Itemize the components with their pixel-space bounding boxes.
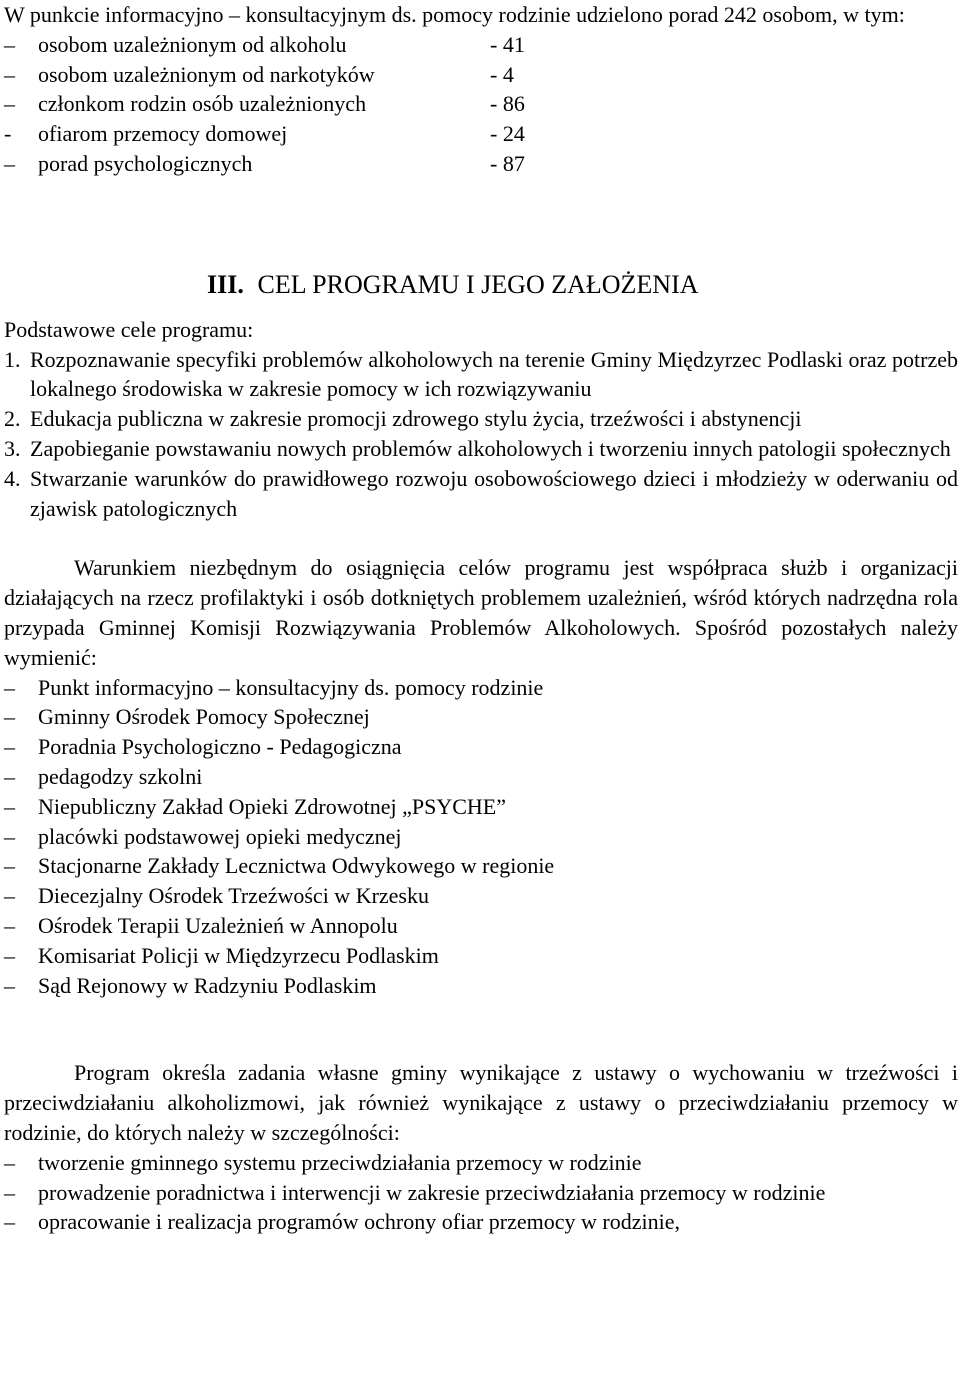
goal-number: 3. — [4, 435, 21, 461]
list-dash: – — [4, 1179, 15, 1205]
stats-list — [4, 30, 958, 179]
list-item — [4, 911, 958, 941]
list-dash: – — [4, 763, 15, 789]
list-item — [4, 851, 958, 881]
spacer — [4, 523, 958, 553]
list-item — [4, 1207, 958, 1237]
list-dash: – — [4, 674, 15, 700]
stat-value: - 4 — [490, 61, 514, 87]
section-title: CEL PROGRAMU I JEGO ZAŁOŻENIA — [257, 269, 699, 299]
institution-name: Stacjonarne Zakłady Lecznictwa Odwykowego w regionie — [38, 853, 555, 879]
list-item — [4, 792, 958, 822]
list-dash: – — [4, 853, 15, 879]
goal-text: Stwarzanie warunków do prawidłowego rozwoju osobowościowego dzieci i młodzieży w oderwaniu od zjawisk patologicznych — [30, 465, 958, 521]
goal-number: 1. — [4, 346, 21, 372]
tasks-paragraph: Program określa zadania własne gminy wynikające z ustawy o wychowaniu w trzeźwości i przeciwdziałaniu alkoholizmowi, jak również wynikające z ustawy o przeciwdziałaniu przemocy w rodzinie, do których należy w szczególności: — [4, 1060, 958, 1145]
institution-name: placówki podstawowej opieki medycznej — [38, 823, 402, 849]
list-dash: – — [4, 1209, 15, 1235]
institution-name: pedagodzy szkolni — [38, 763, 203, 789]
list-item — [4, 673, 958, 703]
document-page — [4, 0, 958, 1237]
goal-item — [4, 464, 958, 524]
list-dash: – — [4, 972, 15, 998]
goal-text: Edukacja publiczna w zakresie promocji zdrowego stylu życia, trzeźwości i abstynencji — [30, 406, 802, 432]
stat-label: osobom uzależnionym od narkotyków — [38, 61, 375, 87]
stat-label: porad psychologicznych — [38, 150, 253, 176]
goals-intro: Podstawowe cele programu: — [4, 316, 254, 342]
list-item — [4, 732, 958, 762]
list-dash: – — [4, 61, 15, 87]
list-dash: – — [4, 704, 15, 730]
list-dash: – — [4, 91, 15, 117]
list-item — [4, 822, 958, 852]
institution-name: Sąd Rejonowy w Radzyniu Podlaskim — [38, 972, 377, 998]
list-dash: – — [4, 942, 15, 968]
list-dash: – — [4, 823, 15, 849]
list-dash: – — [4, 734, 15, 760]
stat-label: osobom uzależnionym od alkoholu — [38, 31, 347, 57]
list-item — [4, 1178, 958, 1208]
list-dash: – — [4, 150, 15, 176]
task-text: opracowanie i realizacja programów ochrony ofiar przemocy w rodzinie, — [38, 1209, 680, 1235]
task-text: prowadzenie poradnictwa i interwencji w zakresie przeciwdziałania przemocy w rodzinie — [38, 1179, 826, 1205]
goals-list — [4, 345, 958, 524]
institution-name: Diecezjalny Ośrodek Trzeźwości w Krzesku — [38, 883, 429, 909]
list-dash: – — [4, 31, 15, 57]
goal-text: Zapobieganie powstawaniu nowych problemów alkoholowych i tworzeniu innych patologii społecznych — [30, 435, 951, 461]
institution-name: Poradnia Psychologiczno - Pedagogiczna — [38, 734, 402, 760]
list-item — [4, 881, 958, 911]
institution-name: Komisariat Policji w Międzyrzecu Podlaskim — [38, 942, 439, 968]
stat-value: - 86 — [490, 91, 525, 117]
goal-number: 2. — [4, 406, 21, 432]
list-item — [4, 762, 958, 792]
tasks-list — [4, 1148, 958, 1237]
list-item — [4, 702, 958, 732]
list-item — [4, 941, 958, 971]
institutions-list — [4, 673, 958, 1001]
cooperation-paragraph: Warunkiem niezbędnym do osiągnięcia celów programu jest współpraca służb i organizacji działających na rzecz profilaktyki i osób dotkniętych problemem uzależnień, wśród których nadrzędna rola przypada Gminnej Komisji Rozwiązywania Problemów Alkoholowych. Spośród pozostałych należy wymienić: — [4, 555, 958, 670]
list-dash: – — [4, 883, 15, 909]
institution-name: Niepubliczny Zakład Opieki Zdrowotnej „PSYCHE” — [38, 793, 507, 819]
goal-number: 4. — [4, 465, 21, 491]
list-dash: – — [4, 793, 15, 819]
stat-label: ofiarom przemocy domowej — [38, 121, 288, 147]
section-heading — [207, 267, 958, 303]
goal-text: Rozpoznawanie specyfiki problemów alkoholowych na terenie Gminy Międzyrzec Podlaski oraz potrzeb lokalnego środowiska w zakresie pomocy w ich rozwiązywaniu — [30, 346, 958, 402]
stat-row — [4, 60, 958, 90]
spacer — [4, 1000, 958, 1058]
task-text: tworzenie gminnego systemu przeciwdziałania przemocy w rodzinie — [38, 1149, 642, 1175]
list-dash: – — [4, 912, 15, 938]
intro-paragraph: W punkcie informacyjno – konsultacyjnym ds. pomocy rodzinie udzielono porad 242 osobom, w tym: — [4, 2, 905, 27]
stat-value: - 24 — [490, 121, 525, 147]
institution-name: Punkt informacyjno – konsultacyjny ds. pomocy rodzinie — [38, 674, 544, 700]
goal-item — [4, 345, 958, 405]
stat-row — [4, 89, 958, 119]
stat-row — [4, 119, 958, 149]
stat-value: - 41 — [490, 31, 525, 57]
list-dash: - — [4, 121, 12, 147]
institution-name: Gminny Ośrodek Pomocy Społecznej — [38, 704, 370, 730]
goal-item — [4, 434, 958, 464]
list-item — [4, 1148, 958, 1178]
section-number: III. — [207, 269, 244, 299]
list-dash: – — [4, 1149, 15, 1175]
stat-label: członkom rodzin osób uzależnionych — [38, 91, 367, 117]
stat-row — [4, 149, 958, 179]
goal-item — [4, 404, 958, 434]
stat-value: - 87 — [490, 150, 525, 176]
stat-row — [4, 30, 958, 60]
list-item — [4, 971, 958, 1001]
institution-name: Ośrodek Terapii Uzależnień w Annopolu — [38, 912, 398, 938]
